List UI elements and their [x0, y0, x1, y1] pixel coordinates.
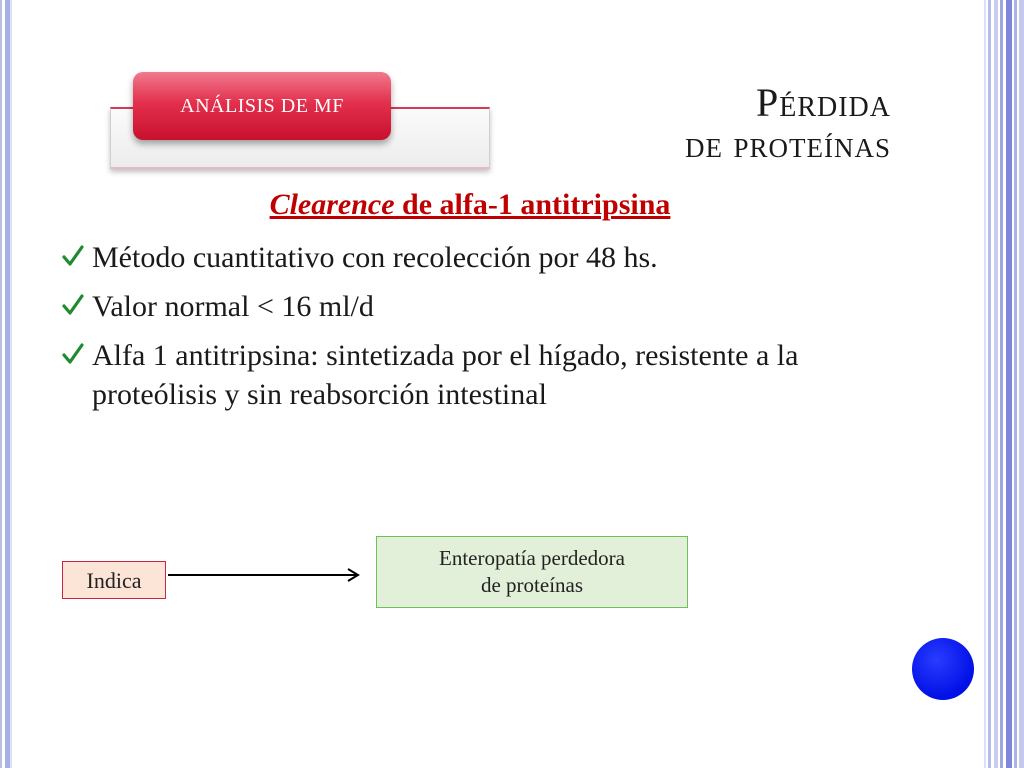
result-line1: Enteropatía perdedora [439, 546, 625, 570]
check-mark-icon [62, 244, 84, 268]
bullet-item [62, 336, 882, 414]
check-mark-icon [62, 342, 84, 366]
slide-subtitle [0, 188, 940, 222]
section-badge: ANÁLISIS DE MF [133, 72, 391, 140]
slide-title-line2: de proteínas [684, 124, 891, 166]
bullet-text: Valor normal < 16 ml/d [92, 290, 374, 323]
slide-title-line1: Pérdida [755, 80, 891, 125]
indica-box: Indica [62, 561, 166, 599]
slide-title [685, 82, 891, 166]
bullet-text: Método cuantitativo con recolección por 48 hs. [92, 241, 658, 274]
check-mark-icon [62, 293, 84, 317]
right-decor-stripes [984, 0, 1024, 768]
result-box [376, 536, 688, 608]
blue-dot-decoration [912, 638, 974, 700]
left-decor-bar [0, 0, 12, 768]
subtitle-italic: Clearence [269, 188, 395, 221]
bullet-item [62, 238, 882, 277]
result-line2: de proteínas [480, 573, 584, 597]
bullet-list [62, 238, 882, 424]
subtitle-rest: de alfa-1 antitripsina [394, 188, 671, 221]
arrow-right-icon [168, 566, 368, 586]
bullet-text: Alfa 1 antitripsina: sintetizada por el hígado, resistente a la proteólisis y sin reabsorción intestinal [92, 339, 799, 411]
bullet-item [62, 287, 882, 326]
